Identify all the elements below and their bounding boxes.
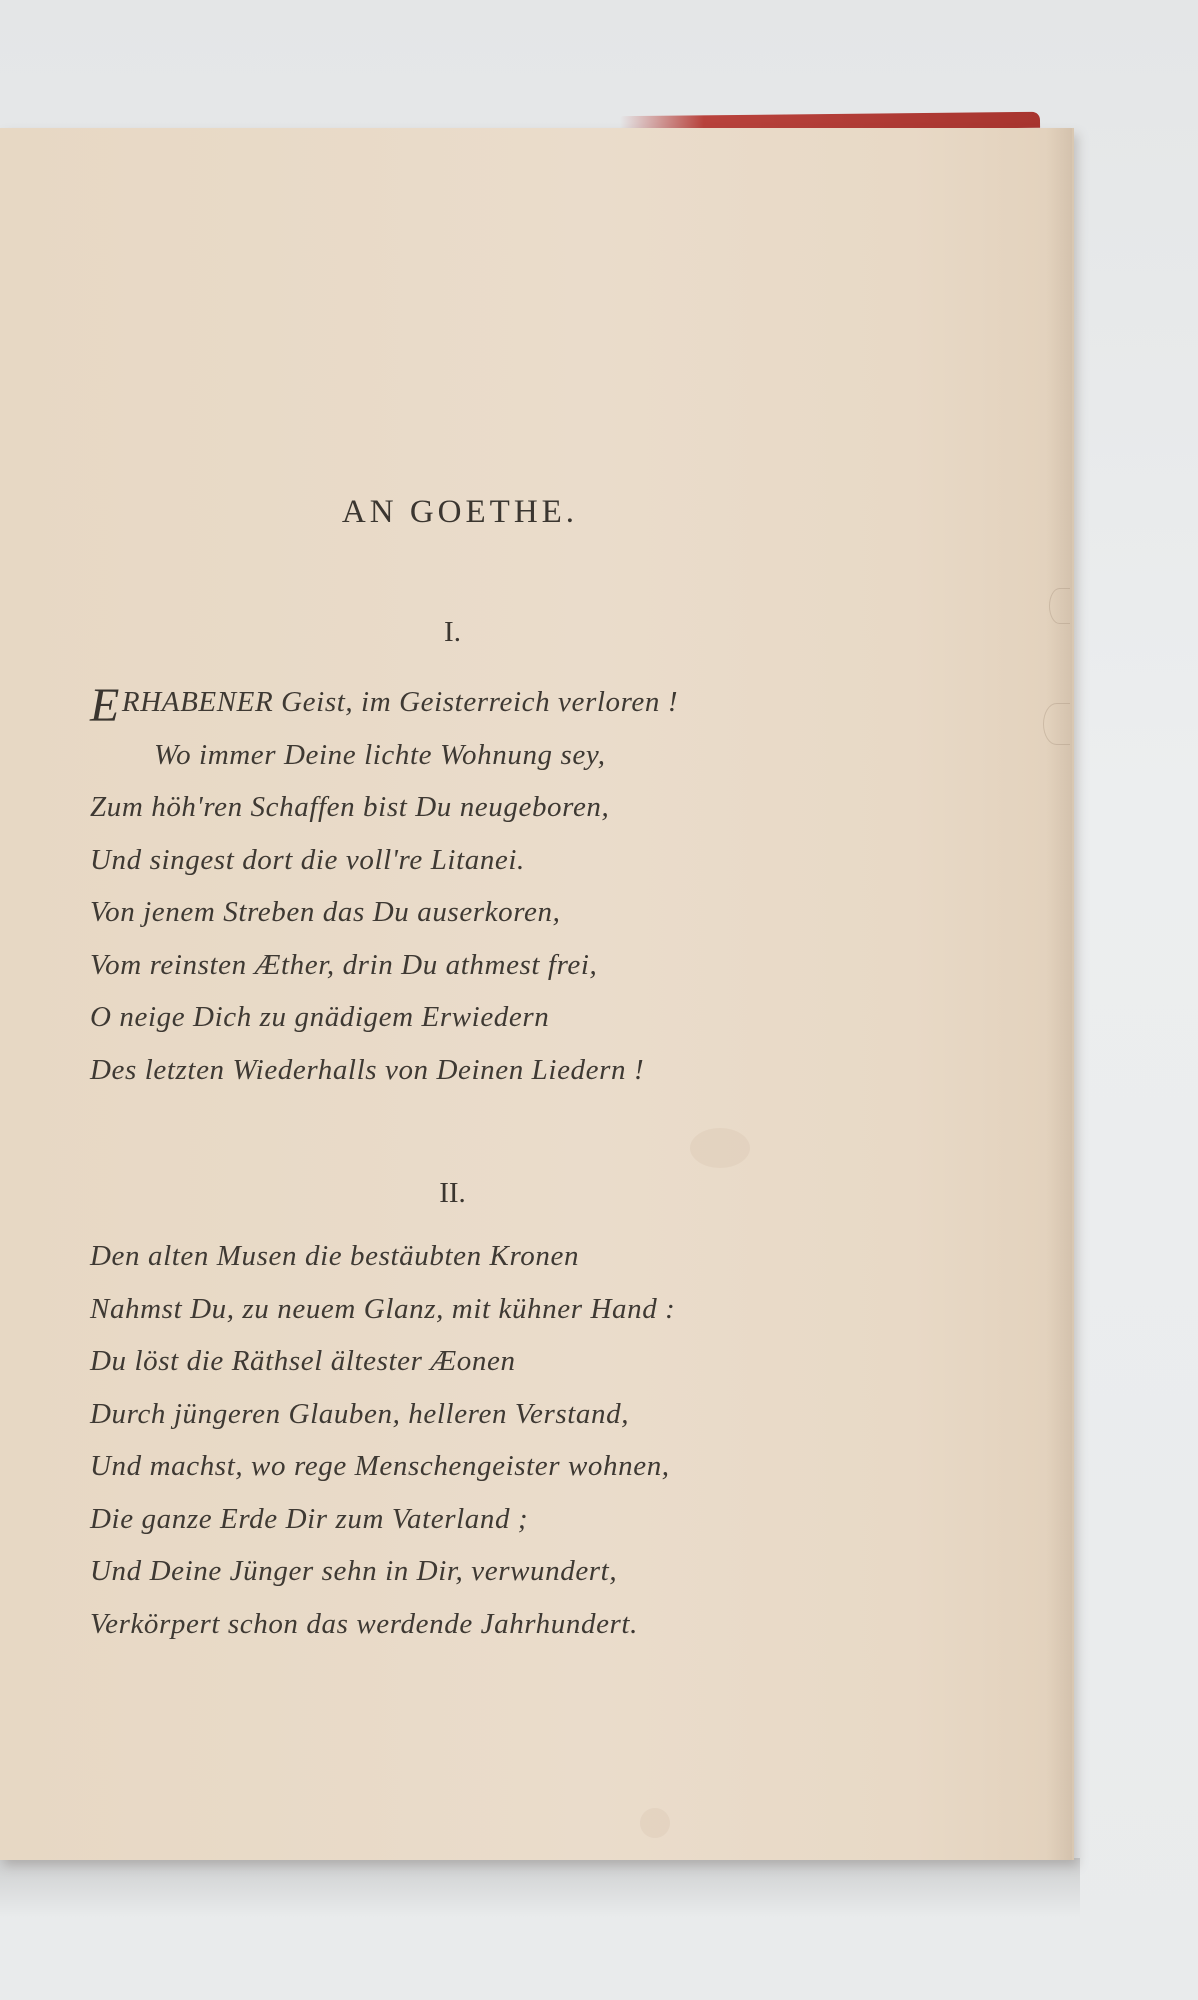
page-text [0, 128, 1072, 1860]
section-numeral: II. [439, 1177, 466, 1209]
page-edge-tear [1049, 588, 1070, 624]
verse-line: Des letzten Wiederhalls von Deinen Liedern ! [90, 1053, 645, 1086]
verse-line: Zum höh'ren Schaffen bist Du neugeboren, [90, 791, 610, 823]
table-shadow [0, 1858, 1080, 1918]
verse-line: Und machst, wo rege Menschengeister wohnen, [90, 1450, 670, 1482]
verse-line: Die ganze Erde Dir zum Vaterland ; [90, 1502, 529, 1535]
verse-line: Und Deine Jünger sehn in Dir, verwundert, [90, 1555, 618, 1587]
verse-line: Den alten Musen die bestäubten Kronen [90, 1240, 580, 1272]
verse-line: Verkörpert schon das werdende Jahrhundert. [90, 1607, 638, 1640]
verse-line: Und singest dort die voll're Litanei. [90, 843, 525, 876]
verse-line: Wo immer Deine lichte Wohnung sey, [154, 738, 606, 771]
verse-line: O neige Dich zu gnädigem Erwiedern [90, 1001, 550, 1033]
verse-line: Du löst die Räthsel ältester Æonen [90, 1345, 516, 1377]
verse-line: Durch jüngeren Glauben, helleren Verstand, [90, 1397, 630, 1430]
poem-title: AN GOETHE. [341, 494, 579, 530]
stanza [90, 676, 990, 1096]
verse-line: Nahmst Du, zu neuem Glanz, mit kühner Hand : [90, 1292, 676, 1325]
page-edge-tear [1043, 703, 1070, 745]
verse-line: Vom reinsten Æther, drin Du athmest frei, [90, 948, 598, 981]
drop-cap: E [90, 679, 120, 732]
verse-line-text: RHABENER Geist, im Geisterreich verloren ! [121, 686, 679, 718]
verse-line [90, 676, 990, 732]
verse-line: Von jenem Streben das Du auserkoren, [90, 896, 561, 928]
section-numeral: I. [444, 616, 461, 648]
book-page [0, 128, 1074, 1860]
stanza [90, 1230, 990, 1650]
